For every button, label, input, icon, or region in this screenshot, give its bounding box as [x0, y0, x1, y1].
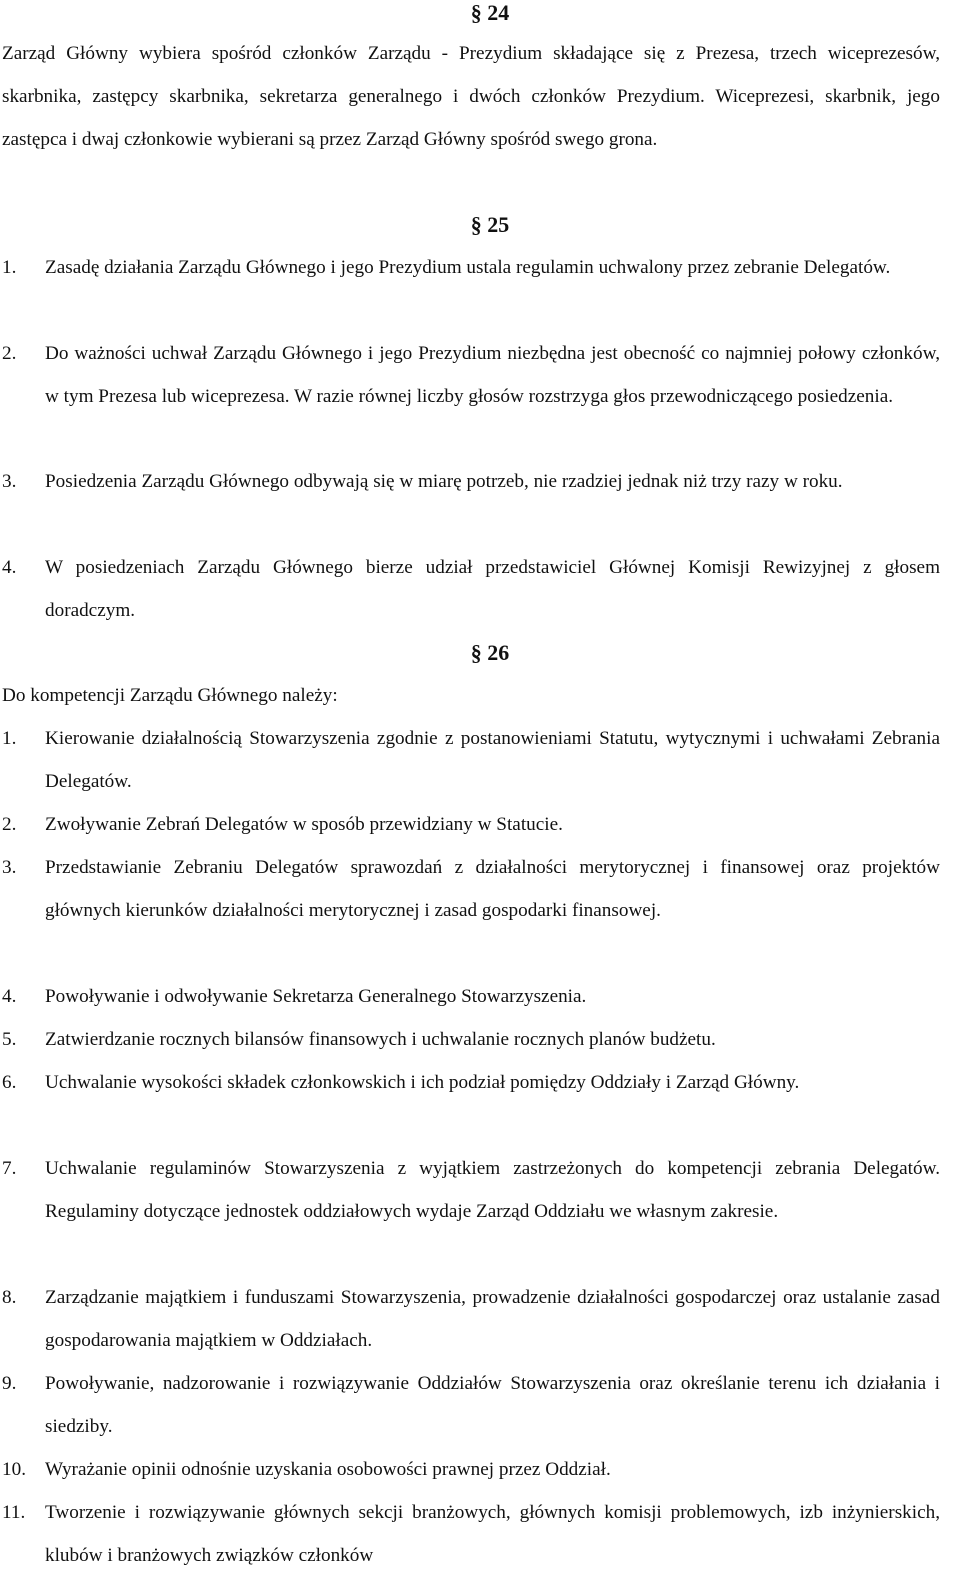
- item-text: Tworzenie i rozwiązywanie głównych sekcji branżowych, głównych komisji problemowych, izb inżynierskich, klubów i branżowych związków członków: [45, 1502, 940, 1566]
- item-number: 11.: [2, 1502, 26, 1523]
- item-text: Powoływanie, nadzorowanie i rozwiązywanie Oddziałów Stowarzyszenia oraz określanie terenu ich działania i siedziby.: [45, 1373, 940, 1437]
- item-number: 3.: [2, 857, 17, 878]
- section-25-heading: § 25: [470, 212, 510, 237]
- item-number: 4.: [2, 986, 17, 1007]
- item-number: 3.: [2, 471, 17, 492]
- item-number: 8.: [2, 1287, 17, 1308]
- section-25-item-4: [2, 546, 940, 632]
- section-24-paragraph: Zarząd Główny wybiera spośród członków Zarządu - Prezydium składające się z Prezesa, trzech wiceprezesów, skarbnika, zastępcy skarbnika, sekretarza generalnego i dwóch członków Prezydium. Wiceprezesi, skarbnik, jego zastępca i dwaj członkowie wybierani są przez Zarząd Główny spośród swego grona.: [2, 43, 940, 150]
- section-26-item-6: [2, 1061, 940, 1104]
- section-26-item-11: [2, 1491, 940, 1577]
- item-text: Przedstawianie Zebraniu Delegatów sprawozdań z działalności merytorycznej i finansowej oraz projektów głównych kierunków działalności merytorycznej i zasad gospodarki finansowej.: [45, 857, 940, 921]
- item-text: Kierowanie działalnością Stowarzyszenia zgodnie z postanowieniami Statutu, wytycznymi i uchwałami Zebrania Delegatów.: [45, 728, 940, 792]
- section-26-item-5: [2, 1018, 940, 1061]
- item-text: Zatwierdzanie rocznych bilansów finansowych i uchwalanie rocznych planów budżetu.: [45, 1029, 716, 1050]
- section-26-item-7: [2, 1147, 940, 1233]
- item-number: 9.: [2, 1373, 17, 1394]
- section-26-item-9: [2, 1362, 940, 1448]
- item-text: Wyrażanie opinii odnośnie uzyskania osobowości prawnej przez Oddział.: [45, 1459, 611, 1480]
- item-text: Zasadę działania Zarządu Głównego i jego Prezydium ustala regulamin uchwalony przez zebranie Delegatów.: [45, 257, 891, 278]
- item-text: Do ważności uchwał Zarządu Głównego i jego Prezydium niezbędna jest obecność co najmniej połowy członków, w tym Prezesa lub wiceprezesa. W razie równej liczby głosów rozstrzyga głos przewodniczącego posiedzenia.: [45, 343, 940, 407]
- item-text: Zwoływanie Zebrań Delegatów w sposób przewidziany w Statucie.: [45, 814, 563, 835]
- item-text: Zarządzanie majątkiem i funduszami Stowarzyszenia, prowadzenie działalności gospodarczej oraz ustalanie zasad gospodarowania majątkiem w Oddziałach.: [45, 1287, 940, 1351]
- item-number: 1.: [2, 257, 17, 278]
- item-number: 1.: [2, 728, 17, 749]
- item-number: 10.: [2, 1459, 26, 1480]
- section-26-item-2: [2, 803, 940, 846]
- section-26-item-10: [2, 1448, 940, 1491]
- item-number: 5.: [2, 1029, 17, 1050]
- item-number: 2.: [2, 343, 17, 364]
- section-25-item-3: [2, 460, 940, 503]
- section-25-item-1: [2, 246, 940, 289]
- item-text: Uchwalanie regulaminów Stowarzyszenia z wyjątkiem zastrzeżonych do kompetencji zebrania Delegatów. Regulaminy dotyczące jednostek oddziałowych wydaje Zarząd Oddziału we własnym zakresie.: [45, 1158, 940, 1222]
- item-number: 2.: [2, 814, 17, 835]
- section-26-item-1: [2, 717, 940, 803]
- section-26-heading: § 26: [470, 640, 510, 665]
- section-25-item-2: [2, 332, 940, 418]
- item-text: Posiedzenia Zarządu Głównego odbywają się w miarę potrzeb, nie rzadziej jednak niż trzy razy w roku.: [45, 471, 843, 492]
- section-26-item-3: [2, 846, 940, 932]
- item-text: Uchwalanie wysokości składek członkowskich i ich podział pomiędzy Oddziały i Zarząd Główny.: [45, 1072, 800, 1093]
- section-26-item-4: [2, 975, 940, 1018]
- item-number: 6.: [2, 1072, 17, 1093]
- section-26-item-8: [2, 1276, 940, 1362]
- section-24-heading: § 24: [470, 0, 510, 25]
- item-text: W posiedzeniach Zarządu Głównego bierze udział przedstawiciel Głównej Komisji Rewizyjnej z głosem doradczym.: [45, 557, 940, 621]
- item-number: 7.: [2, 1158, 17, 1179]
- item-number: 4.: [2, 557, 17, 578]
- item-text: Powoływanie i odwoływanie Sekretarza Generalnego Stowarzyszenia.: [45, 986, 587, 1007]
- section-26-intro: Do kompetencji Zarządu Głównego należy:: [2, 685, 338, 706]
